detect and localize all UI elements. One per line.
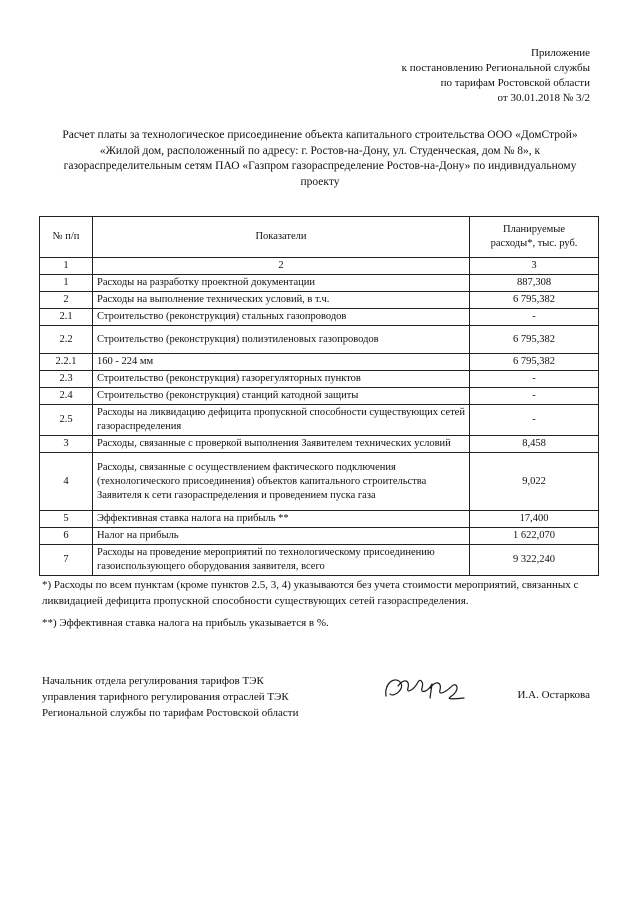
footnotes (42, 577, 602, 637)
header-expenses-line2: расходы*, тыс. руб. (490, 238, 578, 249)
title-line: проекту (300, 175, 340, 188)
appendix-line: к постановлению Региональной службы (401, 62, 590, 74)
table-header-row (40, 217, 599, 258)
column-number-row (40, 258, 599, 275)
signer-name: И.А. Остаркова (517, 689, 590, 701)
row-name: Расходы на ликвидацию дефицита пропускной способности существующих сетей газораспределения (93, 405, 470, 436)
appendix-line: Приложение (530, 47, 590, 59)
table-row (40, 388, 599, 405)
row-num: 2.4 (40, 388, 93, 405)
column-number: 3 (470, 258, 599, 275)
table-row (40, 292, 599, 309)
footnote-1: *) Расходы по всем пунктам (кроме пунктов 2.5, 3, 4) указываются без учета стоимости мероприятий, связанных с ликвидацией дефицита пропускной способности существующих сетей газораспределения. (42, 579, 579, 607)
row-name: Строительство (реконструкция) полиэтиленовых газопроводов (93, 326, 470, 354)
table-row (40, 326, 599, 354)
row-value: 9,022 (470, 453, 599, 511)
appendix-line: по тарифам Ростовской области (440, 77, 590, 89)
row-num: 6 (40, 528, 93, 545)
row-name: Строительство (реконструкция) станций катодной защиты (93, 388, 470, 405)
row-value: 9 322,240 (470, 545, 599, 576)
header-indicator: Показатели (93, 217, 470, 258)
row-name: Строительство (реконструкция) газорегуляторных пунктов (93, 371, 470, 388)
row-num: 2.1 (40, 309, 93, 326)
handwritten-signature (380, 668, 470, 708)
row-num: 1 (40, 275, 93, 292)
title-line: «Жилой дом, расположенный по адресу: г. Ростов-на-Дону, ул. Студенческая, дом № 8», к (99, 144, 541, 157)
table-row (40, 309, 599, 326)
row-value: - (470, 309, 599, 326)
row-value: 8,458 (470, 436, 599, 453)
row-value: - (470, 371, 599, 388)
row-value: 6 795,382 (470, 292, 599, 309)
header-expenses (470, 217, 599, 258)
row-value: 6 795,382 (470, 326, 599, 354)
row-name: 160 - 224 мм (93, 354, 470, 371)
table-row (40, 453, 599, 511)
row-value: - (470, 388, 599, 405)
row-value: 6 795,382 (470, 354, 599, 371)
row-name: Строительство (реконструкция) стальных газопроводов (93, 309, 470, 326)
row-name: Расходы на проведение мероприятий по технологическому присоединению газоиспользующего оборудования заявителя, всего (93, 545, 470, 576)
row-value: 17,400 (470, 511, 599, 528)
row-num: 2 (40, 292, 93, 309)
row-num: 7 (40, 545, 93, 576)
row-value: - (470, 405, 599, 436)
appendix-header (290, 46, 590, 106)
row-num: 3 (40, 436, 93, 453)
row-name: Расходы, связанные с осуществлением фактического подключения (технологического присоединения) объектов капитального строительства Заявителя к сети газораспределения и проведением пуска газа (93, 453, 470, 511)
row-num: 4 (40, 453, 93, 511)
title-line: Расчет платы за технологическое присоединение объекта капитального строительства ООО «ДомСтрой» (62, 129, 578, 141)
signatory-line: Начальник отдела регулирования тарифов ТЭК (42, 675, 264, 687)
signatory-line: управления тарифного регулирования отраслей ТЭК (42, 691, 289, 703)
row-name: Эффективная ставка налога на прибыль ** (93, 511, 470, 528)
row-value: 887,308 (470, 275, 599, 292)
row-num: 5 (40, 511, 93, 528)
row-num: 2.2.1 (40, 354, 93, 371)
row-name: Расходы на выполнение технических условий, в т.ч. (93, 292, 470, 309)
table-row (40, 354, 599, 371)
row-num: 2.2 (40, 326, 93, 354)
signatory-position (42, 673, 342, 721)
footnote-2: **) Эффективная ставка налога на прибыль указывается в %. (42, 617, 329, 629)
document-title (40, 128, 600, 190)
table-row (40, 436, 599, 453)
column-number: 2 (93, 258, 470, 275)
table-row (40, 528, 599, 545)
appendix-line: от 30.01.2018 № 3/2 (497, 92, 590, 104)
row-name: Расходы, связанные с проверкой выполнения Заявителем технических условий (93, 436, 470, 453)
title-line: газораспределительным сетям ПАО «Газпром газораспределение Ростов-на-Дону» по индивидуальному (63, 160, 577, 172)
table-row (40, 275, 599, 292)
column-number: 1 (40, 258, 93, 275)
table-row (40, 405, 599, 436)
row-name: Налог на прибыль (93, 528, 470, 545)
row-name: Расходы на разработку проектной документации (93, 275, 470, 292)
header-expenses-line1: Планируемые (503, 224, 565, 235)
table-row (40, 545, 599, 576)
signatory-line: Региональной службы по тарифам Ростовской области (42, 707, 299, 719)
row-value: 1 622,070 (470, 528, 599, 545)
table-row (40, 371, 599, 388)
calculation-table (39, 216, 599, 576)
row-num: 2.5 (40, 405, 93, 436)
row-num: 2.3 (40, 371, 93, 388)
header-num: № п/п (40, 217, 93, 258)
table-row (40, 511, 599, 528)
